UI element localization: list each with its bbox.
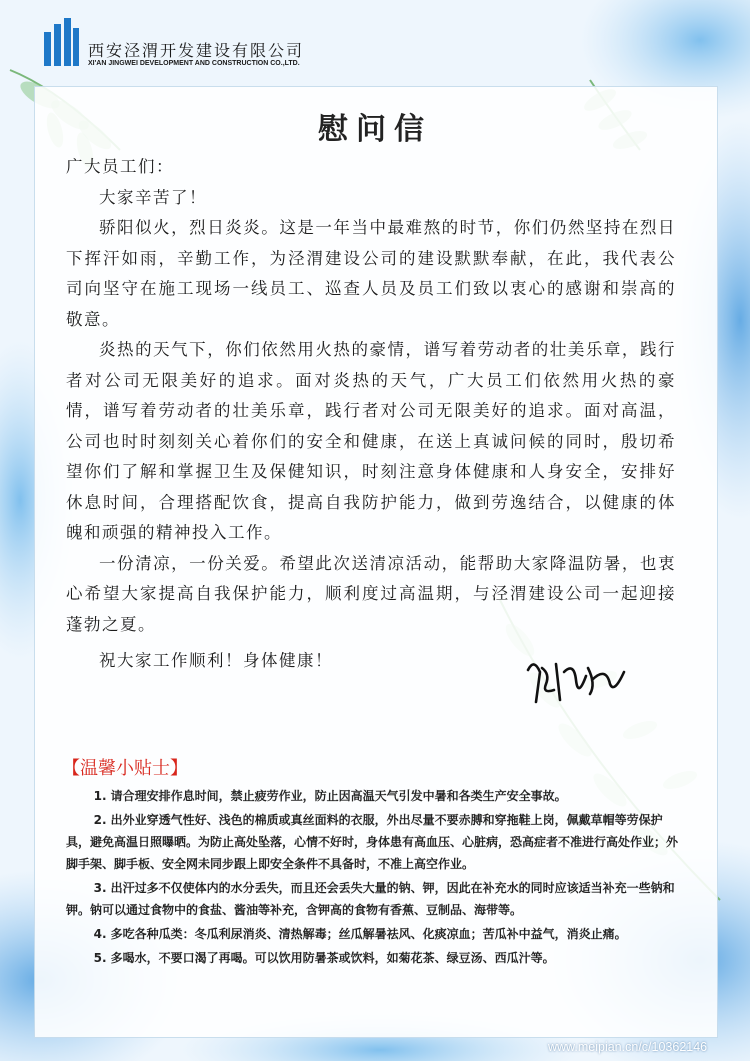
salutation: 广大员工们： (66, 157, 174, 176)
tip-item: 5. 多喝水，不要口渴了再喝。可以饮用防暑茶或饮料，如菊花茶、绿豆汤、西瓜汁等。 (93, 951, 555, 965)
handwritten-signature (520, 650, 630, 710)
tips-title: 【温馨小贴士】 (62, 758, 188, 779)
tips-list (66, 785, 680, 971)
company-logo-icon (42, 18, 80, 66)
letter-body (66, 152, 676, 677)
letter-paragraph: 炎热的天气下，你们依然用火热的豪情，谱写着劳动者的壮美乐章，践行者对公司无限美好的追求。面对炎热的天气，广大员工们依然用火热的豪情，谱写着劳动者的壮美乐章，践行者对公司无限美好的追求。面对高温，公司也时时刻刻关心着你们的安全和健康，在送上真诚问候的同时，殷切希望你们了解和掌握卫生及保健知识，时刻注意身体健康和人身安全，安排好休息时间，合理搭配饮食，提高自我防护能力，做到劳逸结合，以健康的体魄和顽强的精神投入工作。 (66, 340, 676, 542)
letter-paragraph: 一份清凉，一份关爱。希望此次送清凉活动，能帮助大家降温防暑，也衷心希望大家提高自我保护能力，顺利度过高温期，与泾渭建设公司一起迎接蓬勃之夏。 (66, 553, 676, 634)
closing-wish: 祝大家工作顺利！身体健康！ (99, 651, 333, 670)
letter-paragraph: 骄阳似火，烈日炎炎。这是一年当中最难熬的时节，你们仍然坚持在烈日下挥汗如雨，辛勤工作，为泾渭建设公司的建设默默奉献，在此，我代表公司向坚守在施工现场一线员工、巡查人员及员工们致以衷心的感谢和崇高的敬意。 (66, 218, 676, 329)
greeting: 大家辛苦了！ (99, 187, 207, 207)
tip-item: 2. 出外业穿透气性好、浅色的棉质或真丝面料的衣服，外出尽量不要赤膊和穿拖鞋上岗，佩戴草帽等劳保护具，避免高温日照曝晒。为防止高处坠落，心情不好时，身体患有高血压、心脏病，恐高症者不准进行高处作业；外脚手架、脚手板、安全网未同步跟上即安全条件不具备时，不准上高空作业。 (66, 813, 679, 871)
company-name-en: XI'AN JINGWEI DEVELOPMENT AND CONSTRUCTION CO.,LTD. (88, 60, 300, 67)
letter-title: 慰问信 (318, 112, 432, 147)
tip-item: 3. 出汗过多不仅使体内的水分丢失，而且还会丢失大量的钠、钾，因此在补充水的同时应该适当补充一些钠和钾。钠可以通过食物中的食盐、酱油等补充，含钾高的食物有香蕉、豆制品、海带等。 (66, 881, 675, 917)
source-watermark: www.meipian.cn/c/10362146 (548, 1040, 708, 1054)
tip-item: 1. 请合理安排作息时间，禁止疲劳作业，防止因高温天气引发中暑和各类生产安全事故。 (93, 789, 567, 803)
tip-item: 4. 多吃各种瓜类：冬瓜利尿消炎、清热解毒；丝瓜解暑祛风、化痰凉血；苦瓜补中益气，消炎止痛。 (93, 927, 627, 941)
company-name-cn: 西安泾渭开发建设有限公司 (88, 41, 305, 60)
